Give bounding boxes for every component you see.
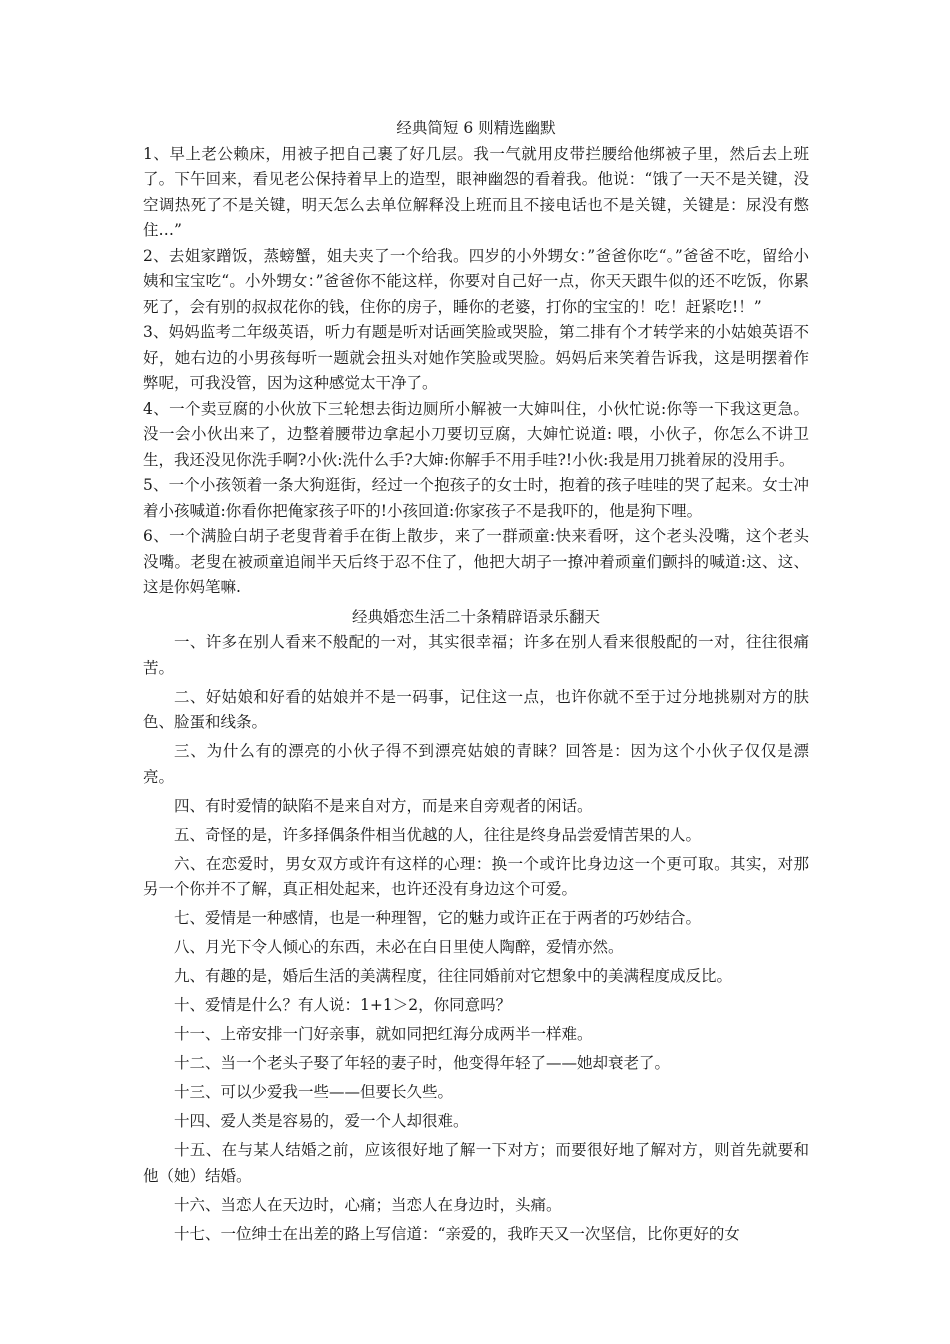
quote-8: 八、月光下令人倾心的东西，未必在白日里使人陶醉，爱情亦然。 — [174, 938, 624, 956]
section2-title: 经典婚恋生活二十条精辟语录乐翻天 — [351, 607, 600, 626]
quote-3: 三、为什么有的漂亮的小伙子得不到漂亮姑娘的青睐？回答是：因为这个小伙子仅仅是漂亮。 — [143, 742, 809, 786]
joke-5: 5、一个小孩领着一条大狗逛街，经过一个抱孩子的女士时，抱着的孩子哇哇的哭了起来。女士冲着小孩喊道:你看你把俺家孩子吓的!小孩回道:你家孩子不是我吓的，他是狗下哩。 — [143, 476, 809, 520]
joke-2: 2、去姐家蹭饭，蒸螃蟹，姐夫夹了一个给我。四岁的小外甥女：”爸爸你吃“。”爸爸不吃，留给小姨和宝宝吃“。小外甥女：”爸爸你不能这样，你要对自己好一点，你天天跟牛似的还不吃饭，你累死了，会有别的叔叔花你的钱，住你的房子，睡你的老婆，打你的宝宝的！吃！赶紧吃!！” — [143, 246, 809, 316]
quote-16: 十六、当恋人在天边时，心痛；当恋人在身边时，头痛。 — [174, 1195, 562, 1214]
quote-4: 四、有时爱情的缺陷不是来自对方，而是来自旁观者的闲话。 — [174, 796, 593, 815]
quote-10: 十、爱情是什么？有人说：1+1＞2，你同意吗？ — [174, 996, 512, 1014]
quote-1: 一、许多在别人看来不般配的一对，其实很幸福；许多在别人看来很般配的一对，往往很痛苦。 — [143, 633, 809, 677]
document-page — [143, 116, 809, 1251]
quote-17: 十七、一位绅士在出差的路上写信道：“亲爱的，我昨天又一次坚信，比你更好的女 — [174, 1224, 740, 1243]
quote-7: 七、爱情是一种感情，也是一种理智，它的魅力或许正在于两者的巧妙结合。 — [174, 909, 702, 927]
joke-4: 4、一个卖豆腐的小伙放下三轮想去街边厕所小解被一大婶叫住，小伙忙说:你等一下我这更急。没一会小伙出来了，边整着腰带边拿起小刀要切豆腐，大婶忙说道: 喂，小伙子，你怎么不讲卫生，我还没见你洗手啊?小伙:洗什么手?大婶:你解手不用手哇?!小伙:我是用刀挑着尿的没用手。 — [143, 399, 809, 469]
quote-2: 二、好姑娘和好看的姑娘并不是一码事，记住这一点，也许你就不至于过分地挑剔对方的肤色、脸蛋和线条。 — [143, 687, 809, 731]
quote-14: 十四、爱人类是容易的，爱一个人却很难。 — [174, 1112, 469, 1130]
quote-15: 十五、在与某人结婚之前，应该很好地了解一下对方；而要很好地了解对方，则首先就要和他（她）结婚。 — [143, 1141, 809, 1185]
joke-3: 3、妈妈监考二年级英语，听力有题是听对话画笑脸或哭脸，第二排有个才转学来的小姑娘英语不好，她右边的小男孩每听一题就会扭头对她作笑脸或哭脸。妈妈后来笑着告诉我，这是明摆着作弊呢，可我没管，因为这种感觉太干净了。 — [143, 323, 809, 392]
joke-1: 1、早上老公赖床，用被子把自己裹了好几层。我一气就用皮带拦腰给他绑被子里，然后去上班了。下午回来，看见老公保持着早上的造型，眼神幽怨的看着我。他说：“饿了一天不是关键，没空调热死了不是关键，明天怎么去单位解释没上班而且不接电话也不是关键，关键是：尿没有憋住…” — [143, 144, 809, 239]
quote-5: 五、奇怪的是，许多择偶条件相当优越的人，往往是终身品尝爱情苦果的人。 — [174, 825, 702, 844]
section1-title: 经典简短 6 则精选幽默 — [396, 119, 556, 137]
quote-12: 十二、当一个老头子娶了年轻的妻子时，他变得年轻了——她却衰老了。 — [174, 1054, 671, 1072]
joke-6: 6、一个满脸白胡子老叟背着手在街上散步，来了一群顽童:快来看呀，这个老头没嘴，这个老头没嘴。老叟在被顽童追闹半天后终于忍不住了，他把大胡子一撩冲着顽童们颤抖的喊道:这、这、这是你妈笔嘛. — [143, 527, 809, 596]
quote-13: 十三、可以少爱我一些——但要长久些。 — [174, 1083, 454, 1101]
quote-11: 十一、上帝安排一门好亲事，就如同把红海分成两半一样难。 — [174, 1025, 593, 1043]
quote-6: 六、在恋爱时，男女双方或许有这样的心理：换一个或许比身边这一个更可取。其实，对那另一个你并不了解，真正相处起来，也许还没有身边这个可爱。 — [143, 854, 809, 898]
quote-9: 九、有趣的是，婚后生活的美满程度，往往同婚前对它想象中的美满程度成反比。 — [174, 967, 733, 985]
